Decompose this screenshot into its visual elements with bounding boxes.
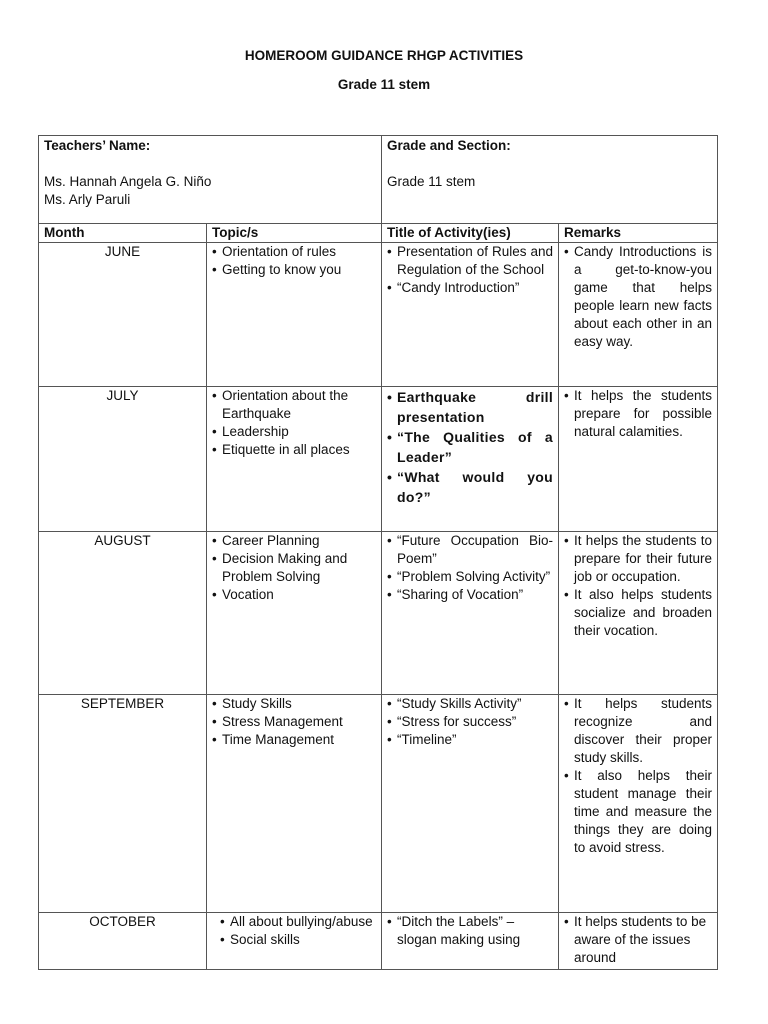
list-item: • Career Planning bbox=[212, 532, 376, 550]
list-item: • “The Qualities of a Leader” bbox=[387, 427, 553, 467]
list-item: • Leadership bbox=[212, 423, 376, 441]
list-item: • “Timeline” bbox=[387, 731, 553, 749]
list-item: • Time Management bbox=[212, 731, 376, 749]
list-item: • Etiquette in all places bbox=[212, 441, 376, 459]
list-item: • Social skills bbox=[220, 931, 376, 949]
column-header-month: Month bbox=[39, 224, 207, 243]
column-header-topics: Topic/s bbox=[207, 224, 382, 243]
topics-cell bbox=[207, 913, 382, 970]
list-item: • It helps students recognize and discover their proper study skills. bbox=[564, 695, 712, 767]
column-header-remarks: Remarks bbox=[559, 224, 718, 243]
column-header-row bbox=[39, 224, 718, 243]
list-item: • “Candy Introduction” bbox=[387, 279, 553, 297]
table-row bbox=[39, 695, 718, 913]
table-row bbox=[39, 387, 718, 532]
month-cell: OCTOBER bbox=[39, 913, 207, 970]
remarks-cell bbox=[559, 387, 718, 532]
list-item: • It helps students to be aware of the issues around bbox=[564, 913, 712, 967]
list-item: • Study Skills bbox=[212, 695, 376, 713]
activities-cell bbox=[382, 387, 559, 532]
list-item: • “Problem Solving Activity” bbox=[387, 568, 553, 586]
remarks-cell bbox=[559, 913, 718, 970]
list-item: • It also helps their student manage their time and measure the things they are doing to avoid stress. bbox=[564, 767, 712, 857]
list-item: • All about bullying/abuse bbox=[220, 913, 376, 931]
table-row bbox=[39, 532, 718, 695]
column-header-activities: Title of Activity(ies) bbox=[382, 224, 559, 243]
list-item: • Getting to know you bbox=[212, 261, 376, 279]
month-cell: AUGUST bbox=[39, 532, 207, 695]
grade-section-cell bbox=[382, 136, 718, 224]
list-item: • Earthquake drill presentation bbox=[387, 387, 553, 427]
document-title: HOMEROOM GUIDANCE RHGP ACTIVITIES bbox=[244, 48, 524, 63]
list-item: • It also helps students socialize and broaden their vocation. bbox=[564, 586, 712, 640]
list-item: • It helps the students to prepare for their future job or occupation. bbox=[564, 532, 712, 586]
grade-section-label: Grade and Section: bbox=[387, 138, 511, 153]
topics-cell bbox=[207, 387, 382, 532]
list-item: • “Ditch the Labels” – slogan making using bbox=[387, 913, 553, 949]
list-item: • Candy Introductions is a get-to-know-you game that helps people learn new facts about each other in an easy way. bbox=[564, 243, 712, 351]
activities-cell bbox=[382, 695, 559, 913]
grade-section-value: Grade 11 stem bbox=[387, 174, 476, 189]
table-row bbox=[39, 913, 718, 970]
topics-cell bbox=[207, 695, 382, 913]
teacher-name: Ms. Arly Paruli bbox=[44, 192, 131, 207]
teachers-label: Teachers’ Name: bbox=[44, 138, 151, 153]
list-item: • Orientation about the Earthquake bbox=[212, 387, 376, 423]
list-item: • “Study Skills Activity” bbox=[387, 695, 553, 713]
teachers-cell bbox=[39, 136, 382, 224]
list-item: • Decision Making and Problem Solving bbox=[212, 550, 376, 586]
list-item: • Presentation of Rules and Regulation of the School bbox=[387, 243, 553, 279]
month-cell: JUNE bbox=[39, 243, 207, 387]
teacher-info-row bbox=[39, 136, 718, 224]
activities-cell bbox=[382, 243, 559, 387]
activities-cell bbox=[382, 913, 559, 970]
month-cell: JULY bbox=[39, 387, 207, 532]
activities-cell bbox=[382, 532, 559, 695]
list-item: • “What would you do?” bbox=[387, 467, 553, 507]
topics-cell bbox=[207, 243, 382, 387]
remarks-cell bbox=[559, 695, 718, 913]
list-item: • Vocation bbox=[212, 586, 376, 604]
remarks-cell bbox=[559, 532, 718, 695]
remarks-cell bbox=[559, 243, 718, 387]
activities-table bbox=[38, 135, 718, 970]
list-item: • Orientation of rules bbox=[212, 243, 376, 261]
table-row bbox=[39, 243, 718, 387]
month-cell: SEPTEMBER bbox=[39, 695, 207, 913]
list-item: • “Future Occupation Bio-Poem” bbox=[387, 532, 553, 568]
list-item: • “Stress for success” bbox=[387, 713, 553, 731]
list-item: • Stress Management bbox=[212, 713, 376, 731]
teacher-name: Ms. Hannah Angela G. Niño bbox=[44, 174, 212, 189]
list-item: • “Sharing of Vocation” bbox=[387, 586, 553, 604]
topics-cell bbox=[207, 532, 382, 695]
document-subtitle: Grade 11 stem bbox=[337, 77, 431, 92]
list-item: • It helps the students prepare for possible natural calamities. bbox=[564, 387, 712, 441]
